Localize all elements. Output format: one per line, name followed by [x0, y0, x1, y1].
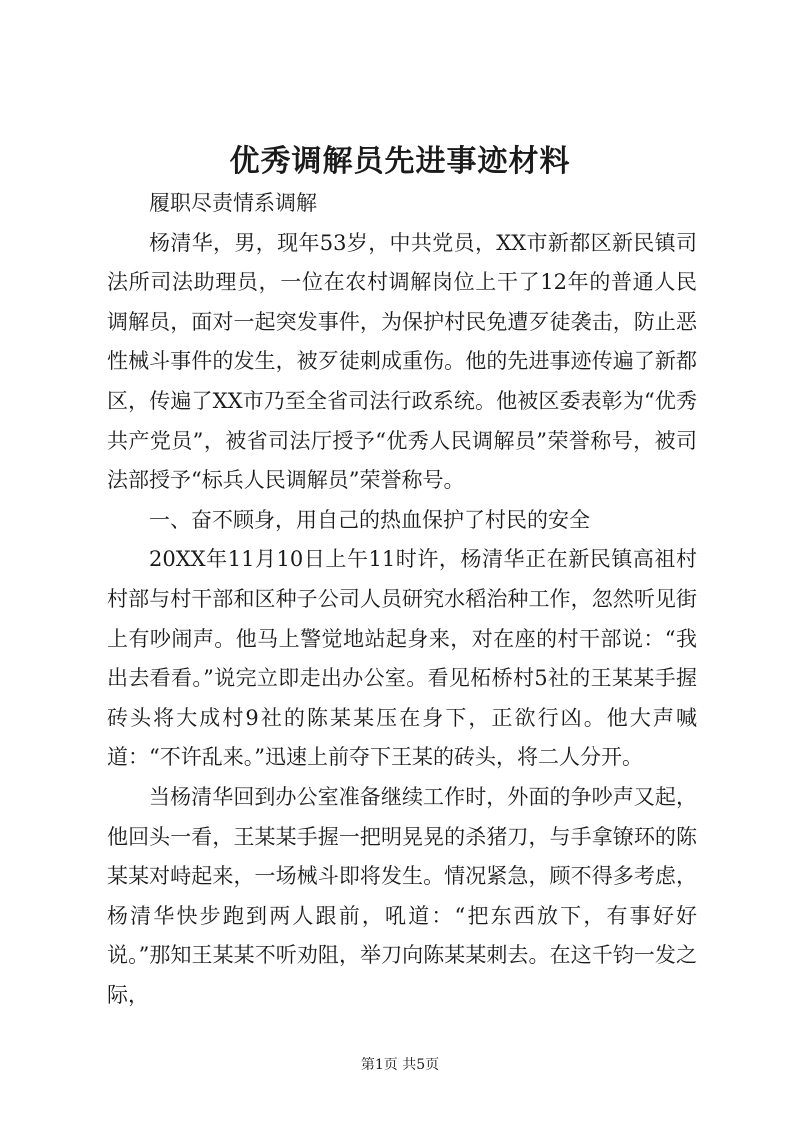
document-body	[107, 184, 697, 1015]
section-subtitle: 履职尽责情系调解	[149, 191, 317, 215]
intro-paragraph: 杨清华，男，现年53岁，中共党员，XX市新都区新民镇司法所司法助理员，一位在农村调解岗位上干了12年的普通人民调解员，面对一起突发事件，为保护村民免遭歹徒袭击，防止恶性械斗事件的发生，被歹徒刺成重伤。他的先进事迹传遍了新都区，传遍了XX市乃至全省司法行政系统。他被区委表彰为“优秀共产党员”，被省司法厅授予“优秀人民调解员”荣誉称号，被司法部授予“标兵人民调解员”荣誉称号。	[107, 230, 697, 493]
body-paragraph: 当杨清华回到办公室准备继续工作时，外面的争吵声又起，他回头一看，王某某手握一把明晃晃的杀猪刀，与手拿镣环的陈某某对峙起来，一场械斗即将发生。情况紧急，顾不得多考虑，杨清华快步跑到两人跟前，吼道：“把东西放下，有事好好说。”那知王某某不听劝阻，举刀向陈某某刺去。在这千钧一发之际，	[107, 784, 697, 1007]
body-paragraph: 20XX年11月10日上午11时许，杨清华正在新民镇高祖村村部与村干部和区种子公司人员研究水稻治种工作，忽然听见街上有吵闹声。他马上警觉地站起身来，对在座的村干部说：“我出去看看。”说完立即走出办公室。看见柘桥村5社的王某某手握砖头将大成村9社的陈某某压在身下，正欲行凶。他大声喊道：“不许乱来。”迅速上前夺下王某的砖头，将二人分开。	[107, 547, 697, 770]
section-heading-1: 一、奋不顾身，用自己的热血保护了村民的安全	[149, 507, 590, 532]
page-number-footer: 第1页 共5页	[360, 1057, 440, 1073]
document-title: 优秀调解员先进事迹材料	[229, 144, 571, 179]
